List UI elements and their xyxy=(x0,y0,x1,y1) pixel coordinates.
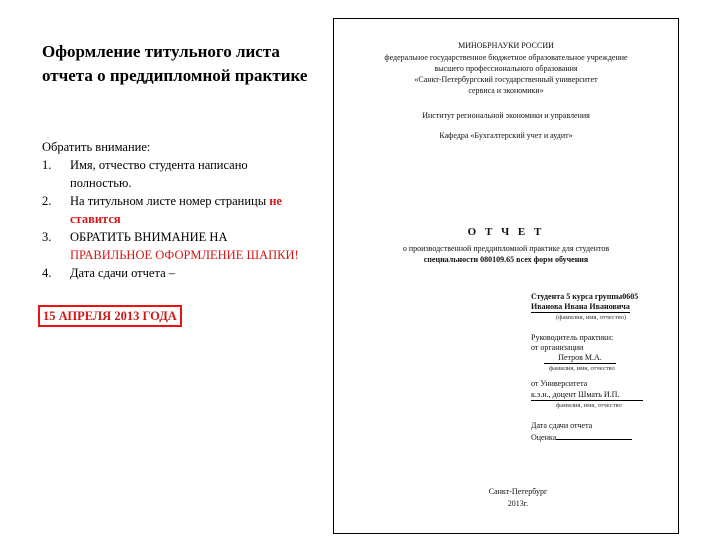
report-heading: О Т Ч Е Т xyxy=(467,226,545,238)
item-number: 3. xyxy=(42,230,52,244)
institution-line: федеральное государственное бюджетное образовательное учреждение xyxy=(384,53,628,62)
item-number: 2. xyxy=(42,194,52,208)
item-text-plain: На титульном листе номер страницы xyxy=(70,194,270,208)
list-item xyxy=(42,192,312,228)
univ-name: к.э.н., доцент Шмать И.П. xyxy=(531,390,643,401)
student-name: Иванова Ивана Ивановича xyxy=(531,302,630,311)
institution-line: высшего профессионального образования xyxy=(434,64,578,73)
org-label: от организации xyxy=(531,343,584,352)
grade-label: Оценка xyxy=(531,433,557,442)
grade-blank xyxy=(556,432,632,440)
org-name: Петров М.А. xyxy=(544,353,616,364)
supervisor-label: Руководитель практики: xyxy=(531,333,614,342)
item-text xyxy=(70,228,312,264)
list-item xyxy=(42,264,312,282)
deadline-box: 15 АПРЕЛЯ 2013 ГОДА xyxy=(38,305,182,327)
item-text-plain: ОБРАТИТЬ ВНИМАНИЕ НА xyxy=(70,230,228,244)
notes-heading: Обратить внимание: xyxy=(42,140,151,154)
slide-title: Оформление титульного листа отчета о преддипломной практике xyxy=(42,42,308,85)
institute: Институт региональной экономики и управления xyxy=(422,111,590,120)
grade-field xyxy=(531,432,632,443)
report-line: о производственной преддипломной практике для студентов xyxy=(402,244,610,253)
city: Санкт-Петербург xyxy=(488,487,548,496)
submission-date: Дата сдачи отчета xyxy=(531,421,593,430)
item-text xyxy=(70,192,312,228)
year: 2013г. xyxy=(507,499,529,508)
item-text-highlight: ПРАВИЛЬНОЕ ОФОРМЛЕНИЕ ШАПКИ! xyxy=(70,248,299,262)
item-number: 1. xyxy=(42,158,52,172)
report-line: специальности 080109.65 всех форм обучения xyxy=(423,255,589,264)
item-number: 4. xyxy=(42,266,52,280)
list-item xyxy=(42,228,312,264)
notes-list xyxy=(42,138,312,282)
org-caption: фамилия, имя, отчество xyxy=(549,365,615,372)
department: Кафедра «Бухгалтерский учет и аудит» xyxy=(439,131,573,140)
student-line: Студента 5 курса группы0605 xyxy=(531,292,639,301)
title-page-preview xyxy=(333,18,679,534)
institution-line: «Санкт-Петербургский государственный университет xyxy=(414,75,598,84)
ministry: МИНОБРНАУКИ РОССИИ xyxy=(458,41,554,50)
univ-caption: фамилия, имя, отчество xyxy=(556,402,622,409)
univ-label: от Университета xyxy=(531,379,588,388)
item-text-highlight: не ставится xyxy=(70,194,282,226)
institution-line: сервиса и экономики» xyxy=(468,86,544,95)
student-caption: (фамилия, имя, отчество) xyxy=(556,314,627,321)
item-text: Имя, отчество студента написано полностью. xyxy=(70,158,248,190)
list-item xyxy=(42,156,312,192)
item-text: Дата сдачи отчета – xyxy=(70,266,176,280)
